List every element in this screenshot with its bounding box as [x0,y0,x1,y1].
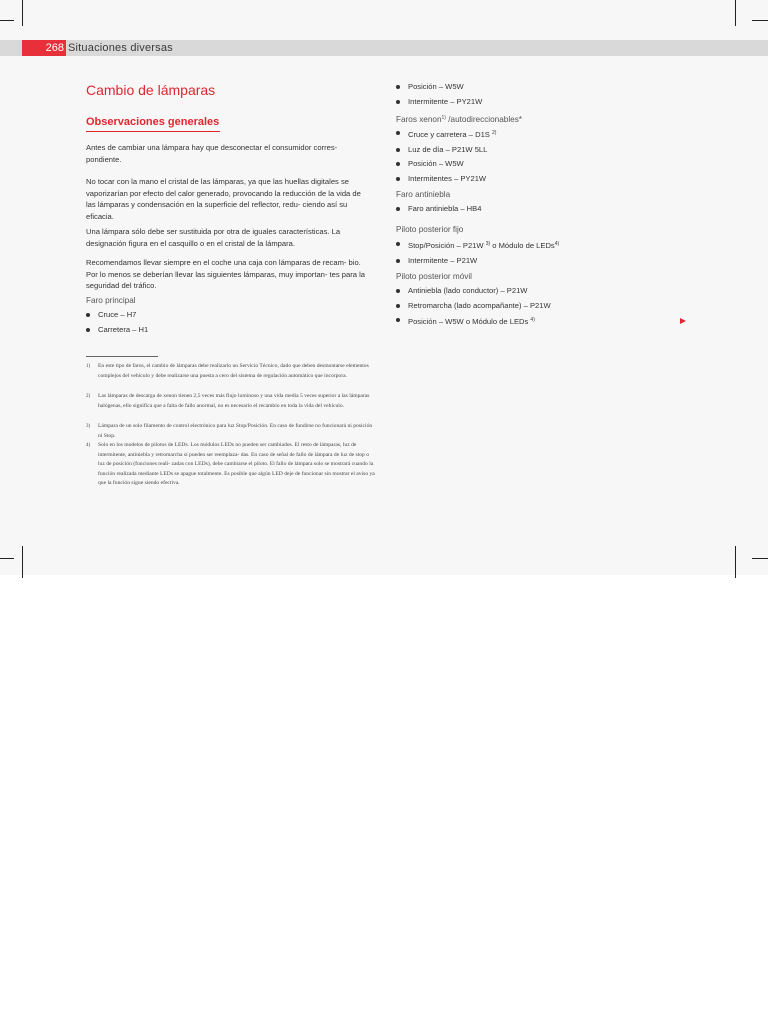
bullet-icon [396,148,400,152]
list-item-text: Luz de día – P21W 5LL [408,144,488,154]
bullet-icon [396,259,400,263]
list-item [396,254,559,269]
bullet-icon [396,131,400,135]
list-item-text: Faro antiniebla – HB4 [408,204,482,213]
footnote-divider [86,356,158,357]
list-item [396,126,496,143]
paragraph: Una lámpara sólo debe ser sustituida por otra de iguales características. La designación figura en el casquillo o en el cristal de la lámpara. [86,227,341,248]
list-item [86,323,148,338]
label-text: Faros xenon [396,115,442,124]
list-item-text: o Módulo de LEDs [490,241,555,250]
footnote-text: En este tipo de faros, el cambio de lámparas debe realizarlo un Servicio Técnico, dado que deben desmontarse elementos complejos del vehículo y debe realizarse una puesta a cero del sistema de regulación automático que incorpora. [98,363,369,379]
crop-mark [752,20,768,21]
list-item [396,313,551,330]
crop-mark [752,558,768,559]
list-piloto-movil [396,284,551,330]
list-item-text: Intermitente – P21W [408,255,478,265]
footnote-mark: 3) [86,424,91,429]
footnote [86,441,376,489]
list-faros-xenon [396,126,496,186]
crop-mark [22,546,23,578]
footnote-ref: 3) [485,241,491,247]
footnote-ref: 1) [441,115,446,121]
list-item [86,308,148,323]
list-item-text: Posición – W5W [408,159,464,168]
paragraph: No tocar con la mano el cristal de las lámparas, ya que las huellas digitales se vaporizarían por efecto del calor generado, provocando la reducción de la vida de las lámparas y condensación en la superficie del reflector, redu- ciendo así su eficacia. [86,177,361,221]
list-item-text: Intermitentes – PY21W [408,173,487,183]
bullet-icon [396,289,400,293]
footnote-mark: 4) [86,443,91,448]
label-faro-antiniebla: Faro antiniebla [396,190,451,199]
label-faro-principal: Faro principal [86,296,136,305]
bullet-icon [396,162,400,166]
list-item-text: Cruce – H7 [98,310,137,319]
page-number: 268 [22,40,66,56]
label-faros-xenon [396,115,522,124]
bullet-icon [396,318,400,322]
list-item-text: Antiniebla (lado conductor) – P21W [408,286,528,295]
crop-mark [735,546,736,578]
footnote-mark: 1) [86,364,91,369]
list-item-text: Stop/Posición – P21W [408,241,484,250]
list-continued [396,80,482,109]
list-item-text: Cruce y carretera – D1S [408,130,490,139]
page-title: Cambio de lámparas [86,82,216,98]
section-subtitle: Observaciones generales [86,116,220,128]
list-faro-antiniebla [396,202,481,217]
crop-mark [0,20,14,21]
label-piloto-fijo: Piloto posterior fijo [396,225,464,234]
bullet-icon [86,313,90,317]
list-item [396,284,551,299]
bullet-icon [86,328,90,332]
footnote [86,422,376,441]
continue-arrow-icon [680,318,686,324]
bullet-icon [396,304,400,308]
footnote-text: Las lámparas de descarga de xenon tienen 2,5 veces más flujo luminoso y una vida media 5 veces superior a las lámparas halógenas, ello significa que a falta de fallo anormal, no es necesario el recambio en toda la vida del vehículo. [98,393,370,409]
list-item-text: Carretera – H1 [98,324,149,334]
list-faro-principal [86,308,148,337]
list-item [396,143,496,158]
list-item-text: Retromarcha (lado acompañante) – P21W [408,300,551,310]
crop-mark [0,558,14,559]
list-piloto-fijo [396,237,559,268]
label-suffix: /autodireccionables* [445,115,522,124]
list-item [396,157,496,172]
list-item-text: Intermitente – PY21W [408,96,483,106]
list-item-text: Posición – W5W [408,82,464,91]
list-item [396,172,496,187]
list-item-text: Posición – W5W o Módulo de LEDs [408,317,529,326]
bullet-icon [396,177,400,181]
footnote-ref: 4) [530,317,535,323]
bullet-icon [396,85,400,89]
footnote-text: Lámpara de un solo filamento de control electrónico para luz Stop/Posición. En caso de fundirse no funcionará ni posición ni Stop. [98,423,373,439]
list-item [396,299,551,314]
bullet-icon [396,100,400,104]
footnote [86,392,376,411]
footnote-text: Solo en los modelos de pilotos de LEDs. Los módulos LEDs no pueden ser cambiados. El resto de lámparas, luz de intermitente, antiniebla y retromarcha sí pueden ser reemplaza- das. En caso de señal de fallo de lámpara de luz de stop o luz de posición (funciones reali- zadas con LEDs), debe cambiarse el piloto. El fallo de lámpara solo se mostrará cuando la función realizada mediante LEDs se apague totalmente. Es posible que algún LED deje de funcionar sin mostrar el aviso ya que la función sigue siendo efectiva. [98,442,375,487]
paragraph: Recomendamos llevar siempre en el coche una caja con lámparas de recam- bio. Por lo menos se deberían llevar las siguientes lámparas, muy importan- tes para la seguridad del tráfico. [86,258,365,290]
footnote-ref: 2) [492,130,497,136]
list-item [396,202,481,217]
footnote-ref: 4) [554,241,560,247]
crop-mark [735,0,736,26]
bullet-icon [396,242,400,246]
bullet-icon [396,207,400,211]
footnote-mark: 2) [86,394,91,399]
list-item [396,237,559,254]
label-piloto-movil: Piloto posterior móvil [396,272,472,281]
paragraph: Antes de cambiar una lámpara hay que desconectar el consumidor corres- pondiente. [86,143,338,164]
list-item [396,95,482,110]
subtitle-underline [86,131,220,132]
footnote [86,362,376,381]
list-item [396,80,482,95]
section-title: Situaciones diversas [68,42,173,54]
crop-mark [22,0,23,26]
